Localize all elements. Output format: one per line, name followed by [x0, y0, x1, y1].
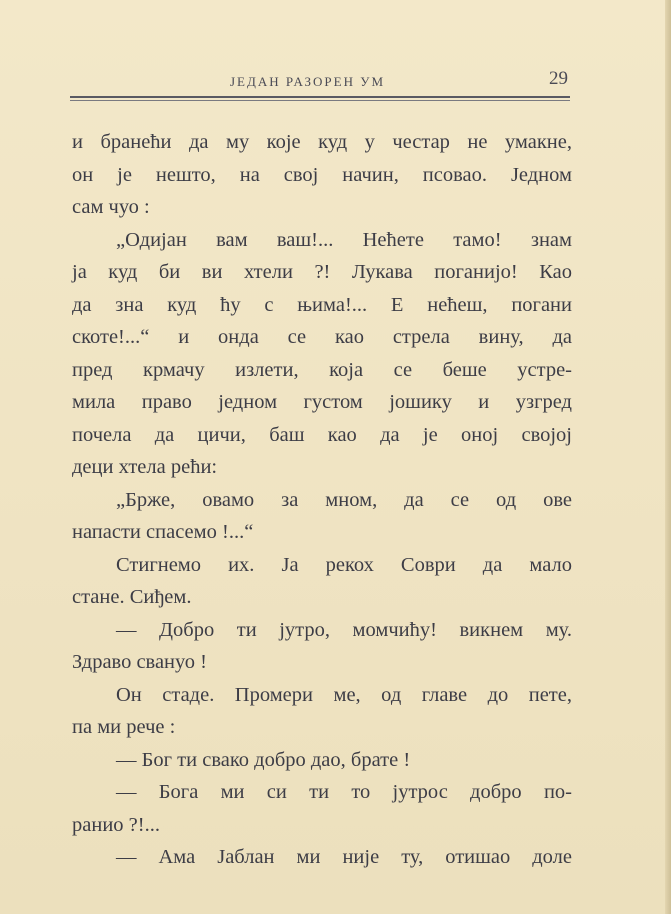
- text-line: „Одијан вам ваш!... Нећете тамо! знам: [116, 228, 572, 251]
- header-rule-thin: [70, 100, 570, 101]
- text-line: ранио ?!...: [72, 813, 160, 836]
- text-line: — Добро ти јутро, момчићу! викнем му.: [116, 618, 572, 641]
- text-line: стане. Сиђем.: [72, 586, 192, 608]
- header-rule-thick: [70, 96, 570, 98]
- page-header: [70, 68, 570, 94]
- text-line: па ми рече :: [72, 716, 176, 738]
- text-line: сам чуо :: [72, 196, 150, 218]
- text-line: он је нешто, на свој начин, псовао. Једном: [72, 163, 572, 186]
- text-line: скоте!...“ и онда се као стрела вину, да: [72, 326, 572, 348]
- page-edge: [665, 0, 671, 914]
- text-line: почела да цичи, баш као да је оној својој: [72, 423, 572, 446]
- text-line: напасти спасемо !...“: [72, 521, 254, 543]
- text-line: деци хтела рећи:: [72, 456, 218, 478]
- text-line: „Брже, овамо за мном, да се од ове: [116, 488, 572, 511]
- page-number: 29: [549, 68, 568, 89]
- text-line: — Бога ми си ти то јутрос добро по-: [116, 781, 572, 803]
- text-line: Он стаде. Промери ме, од главе до пете,: [116, 683, 572, 706]
- text-line: да зна куд ћу с њима!... Е нећеш, погани: [72, 293, 572, 316]
- text-line: пред крмачу излети, која се беше устре-: [72, 358, 572, 381]
- text-line: Стигнемо их. Ја рекох Соври да мало: [116, 553, 572, 576]
- text-line: ја куд би ви хтели ?! Лукава поганијо! Као: [72, 261, 572, 283]
- text-line: Здраво свануо !: [72, 651, 207, 673]
- text-line: мила право једном густом јошику и узгред: [72, 391, 572, 413]
- running-title: ЈЕДАН РАЗОРЕН УМ: [230, 74, 385, 89]
- text-line: — Ама Јаблан ми није ту, отишао доле: [116, 846, 572, 868]
- text-line: — Бог ти свако добро дао, брате !: [116, 748, 411, 771]
- body-text: [72, 126, 572, 874]
- text-line: и бранећи да му које куд у честар не умакне,: [72, 131, 572, 153]
